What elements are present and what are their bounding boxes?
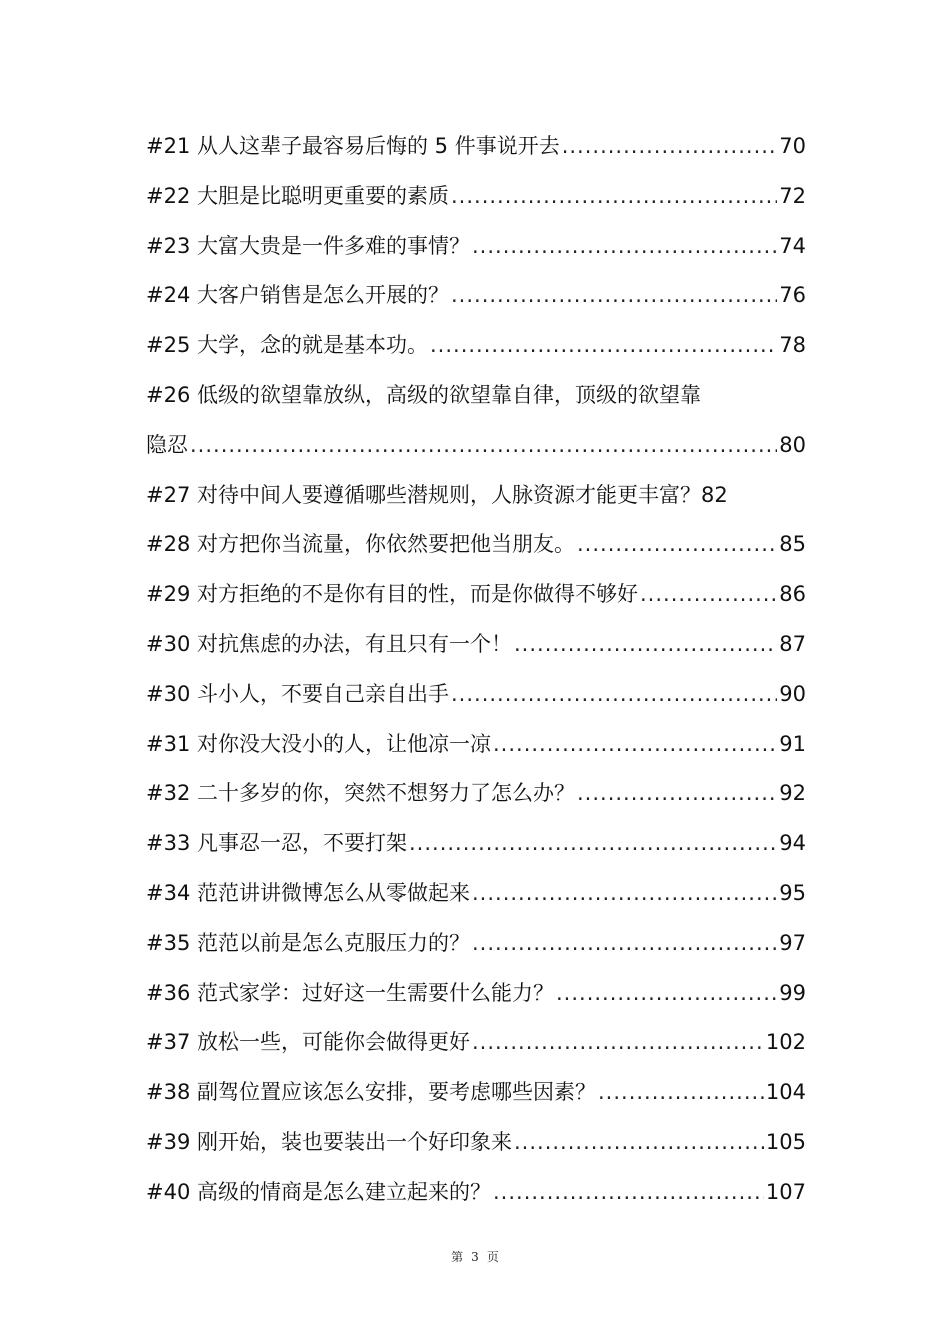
toc-dot-leader xyxy=(472,222,777,272)
toc-entry-title: #38 副驾位置应该怎么安排，要考虑哪些因素？ xyxy=(146,1080,596,1105)
toc-entry-title: #39 刚开始，装也要装出一个好印象来 xyxy=(146,1129,512,1154)
toc-entry-title: #25 大学，念的就是基本功。 xyxy=(146,333,428,358)
toc-entry[interactable] xyxy=(146,122,806,172)
toc-page-number: 95 xyxy=(779,880,806,905)
toc-entry-title: #35 范范以前是怎么克服压力的？ xyxy=(146,930,470,955)
toc-page-number: 87 xyxy=(779,631,806,656)
toc-entry[interactable] xyxy=(146,1018,806,1068)
toc-page-number: 90 xyxy=(779,681,806,706)
page-footer xyxy=(0,1248,950,1265)
toc-entry-title: #40 高级的情商是怎么建立起来的？ xyxy=(146,1179,491,1204)
toc-page-number: 70 xyxy=(779,134,806,158)
toc-dot-leader xyxy=(190,421,777,471)
toc-entry[interactable] xyxy=(146,371,806,471)
toc-page-number: 80 xyxy=(779,432,806,457)
toc-dot-leader xyxy=(493,720,777,770)
toc-entry-title: #26 低级的欲望靠放纵，高级的欲望靠自律，顶级的欲望靠 xyxy=(146,382,701,407)
toc-entry-title: #34 范范讲讲微博怎么从零做起来 xyxy=(146,880,470,905)
toc-dot-leader xyxy=(451,172,777,222)
toc-dot-leader xyxy=(409,819,777,869)
toc-page-number: 92 xyxy=(779,781,806,806)
toc-entry[interactable] xyxy=(146,969,806,1019)
toc-entry-title: #30 斗小人，不要自己亲自出手 xyxy=(146,681,449,706)
toc-entry-title: #31 对你没大没小的人，让他凉一凉 xyxy=(146,731,491,756)
toc-dot-leader xyxy=(451,271,777,321)
toc-entry-title: #32 二十多岁的你，突然不想努力了怎么办？ xyxy=(146,781,575,806)
toc-page-number: 102 xyxy=(765,1030,806,1055)
toc-page-number: 94 xyxy=(779,831,806,856)
toc-page-number: 72 xyxy=(779,183,806,208)
toc-dot-leader xyxy=(514,1118,764,1168)
toc-dot-leader xyxy=(577,769,777,819)
toc-page-number: 107 xyxy=(765,1179,806,1204)
toc-dot-leader xyxy=(430,321,777,371)
toc-entry-title: #24 大客户销售是怎么开展的？ xyxy=(146,283,449,308)
toc-page-number: 104 xyxy=(765,1080,806,1105)
toc-entry[interactable] xyxy=(146,720,806,770)
toc-entry[interactable] xyxy=(146,321,806,371)
toc-entry-title: #23 大富大贵是一件多难的事情？ xyxy=(146,233,470,258)
toc-dot-leader xyxy=(472,869,777,919)
toc-entry-line-1 xyxy=(146,371,806,421)
toc-entry[interactable] xyxy=(146,271,806,321)
toc-entry[interactable] xyxy=(146,520,806,570)
toc-dot-leader xyxy=(562,122,778,172)
toc-dot-leader xyxy=(472,1018,764,1068)
toc-entry[interactable] xyxy=(146,620,806,670)
toc-dot-leader xyxy=(472,919,777,969)
toc-page-number: 105 xyxy=(765,1129,806,1154)
toc-entry[interactable] xyxy=(146,769,806,819)
toc-entry[interactable] xyxy=(146,1168,806,1218)
toc-page-number: 82 xyxy=(701,482,728,507)
toc-entry[interactable] xyxy=(146,172,806,222)
toc-dot-leader xyxy=(556,969,777,1019)
toc-entry-line-2 xyxy=(146,421,806,471)
toc-page-number: 74 xyxy=(779,233,806,258)
table-of-contents xyxy=(146,122,806,1218)
toc-entry-title-continued: 隐忍 xyxy=(146,432,188,457)
toc-dot-leader xyxy=(493,1168,764,1218)
toc-entry[interactable] xyxy=(146,869,806,919)
toc-entry[interactable] xyxy=(146,570,806,620)
toc-dot-leader xyxy=(451,670,777,720)
toc-entry-title: #30 对抗焦虑的办法，有且只有一个！ xyxy=(146,631,512,656)
toc-page-number: 76 xyxy=(779,283,806,308)
toc-dot-leader xyxy=(598,1068,764,1118)
toc-entry[interactable] xyxy=(146,1118,806,1168)
toc-page-number: 97 xyxy=(779,930,806,955)
toc-page-number: 91 xyxy=(779,731,806,756)
toc-page-number: 78 xyxy=(779,333,806,358)
toc-entry-title: #27 对待中间人要遵循哪些潜规则，人脉资源才能更丰富？ xyxy=(146,482,701,507)
toc-entry-title: #22 大胆是比聪明更重要的素质 xyxy=(146,183,449,208)
toc-page-number: 99 xyxy=(779,980,806,1005)
toc-entry[interactable] xyxy=(146,1068,806,1118)
toc-entry-title: #21 从人这辈子最容易后悔的 5 件事说开去 xyxy=(146,134,560,158)
toc-dot-leader xyxy=(640,570,777,620)
toc-entry[interactable] xyxy=(146,670,806,720)
toc-entry[interactable] xyxy=(146,471,806,521)
toc-page-number: 86 xyxy=(779,582,806,607)
footer-page-number: 3 xyxy=(471,1250,479,1264)
footer-prefix: 第 xyxy=(451,1250,464,1264)
toc-entry-title: #36 范式家学：过好这一生需要什么能力？ xyxy=(146,980,554,1005)
toc-dot-leader xyxy=(577,520,777,570)
toc-dot-leader xyxy=(514,620,777,670)
toc-entry[interactable] xyxy=(146,919,806,969)
toc-entry[interactable] xyxy=(146,819,806,869)
toc-entry-title: #33 凡事忍一忍，不要打架 xyxy=(146,831,407,856)
toc-entry-title: #28 对方把你当流量，你依然要把他当朋友。 xyxy=(146,532,575,557)
toc-entry-title: #37 放松一些，可能你会做得更好 xyxy=(146,1030,470,1055)
toc-entry-title: #29 对方拒绝的不是你有目的性，而是你做得不够好 xyxy=(146,582,638,607)
toc-entry[interactable] xyxy=(146,222,806,272)
footer-suffix: 页 xyxy=(486,1250,499,1264)
toc-page-number: 85 xyxy=(779,532,806,557)
